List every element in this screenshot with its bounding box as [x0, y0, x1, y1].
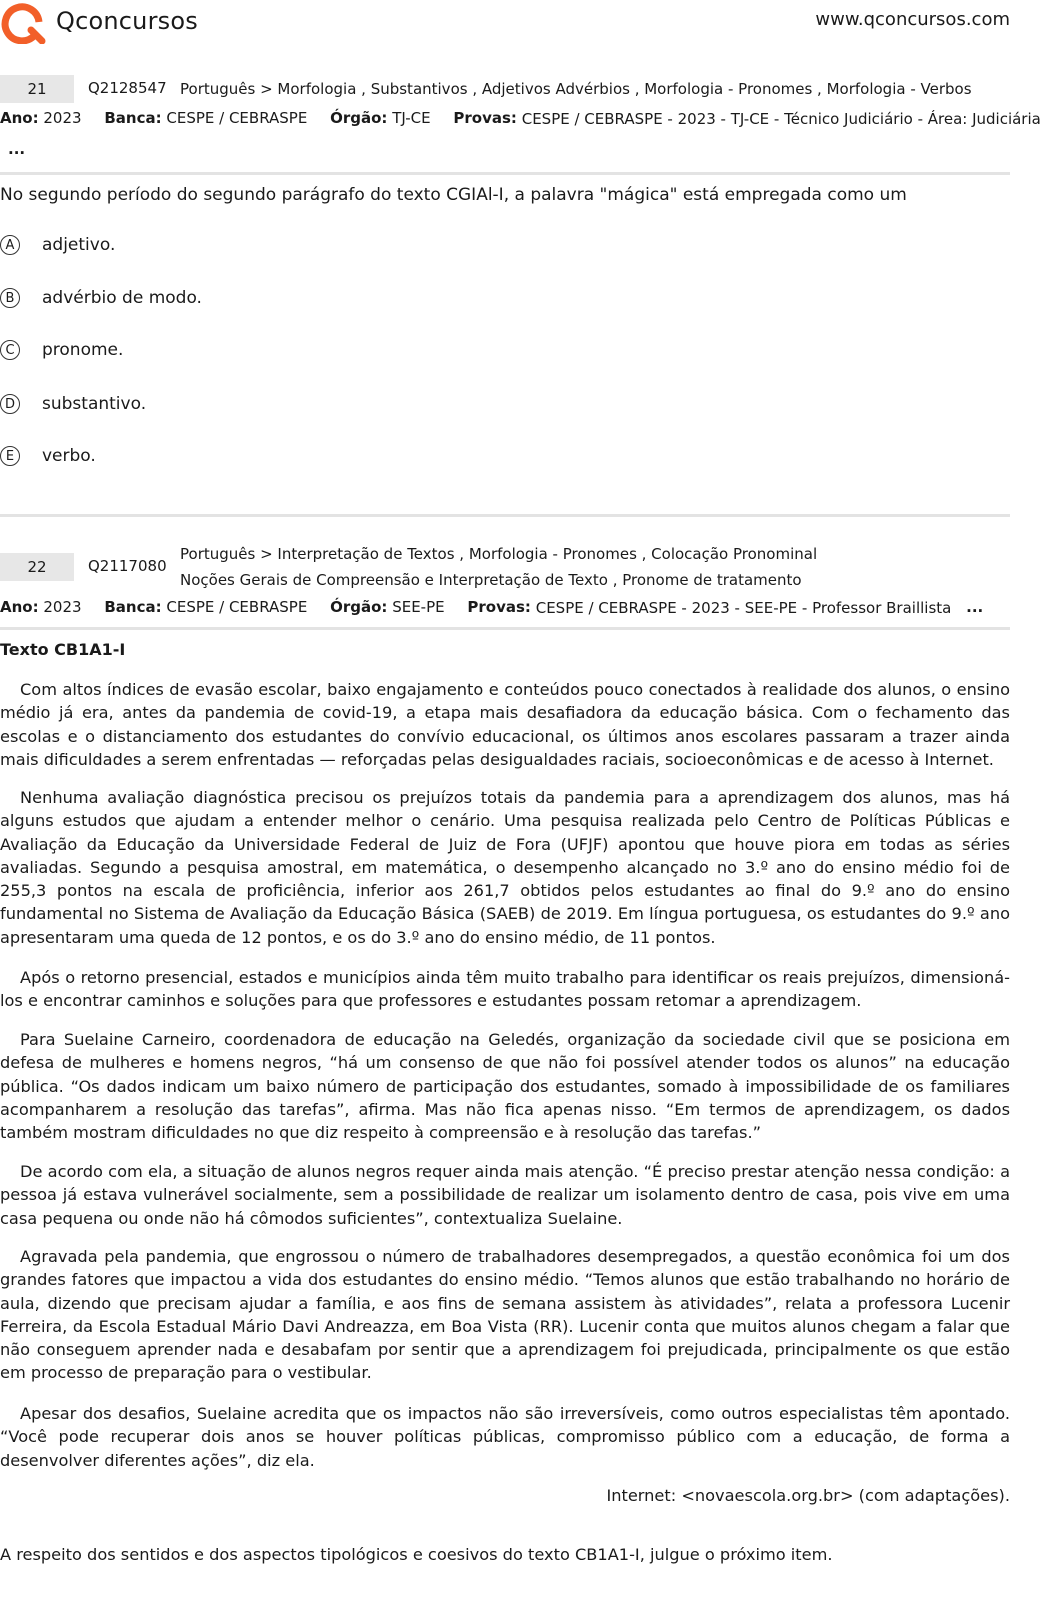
qconcursos-logo-icon	[0, 0, 46, 44]
orgao-label: Órgão:	[330, 598, 388, 616]
option-text[interactable]: verbo.	[42, 446, 96, 466]
orgao-value[interactable]: SEE-PE	[392, 598, 445, 616]
text-paragraph: Apesar dos desafios, Suelaine acredita que os impactos não são irreversíveis, como outros especialistas têm apontado. “Você pode recuperar dois anos se houver políticas públicas, compromisso público com a educação, de forma a desenvolver diferentes ações”, diz ela.	[0, 1404, 1010, 1470]
text-paragraph: Com altos índices de evasão escolar, baixo engajamento e conteúdos pouco conectados à realidade dos alunos, o ensino médio já era, antes da pandemia de covid-19, a etapa mais desafiadora da educação básica. Com o fechamento das escolas e o distanciamento dos estudantes do convívio educacional, os últimos anos escolares passaram a trazer ainda mais dificuldades a serem enfrentadas — reforçadas pelas desigualdades raciais, socioeconômicas e de acesso à Internet.	[0, 680, 1010, 769]
text-paragraph: Para Suelaine Carneiro, coordenadora de educação na Geledés, organização da sociedade civil que se posiciona em defesa de mulheres e homens negros, “há um consenso de que não foi possível atender todos os alunos” na educação pública. “Os dados indicam um baixo número de participação dos estudantes, somado à impossibilidade de os familiares acompanharem a resolução das tarefas”, afirma. Mas não fica apenas nisso. “Em termos de aprendizagem, os dados também mostram dificuldades no que diz respeito à compreensão e à resolução das tarefas.”	[0, 1030, 1010, 1143]
question-id[interactable]: Q2128547	[88, 79, 167, 97]
option-text[interactable]: adjetivo.	[42, 235, 116, 255]
provas-value[interactable]: CESPE / CEBRASPE - 2023 - SEE-PE - Professor Braillista	[535, 599, 952, 617]
option-e[interactable]	[0, 443, 96, 469]
ano-value[interactable]: 2023	[43, 598, 82, 616]
divider	[0, 627, 1010, 630]
divider	[0, 172, 1010, 175]
text-source: Internet: <novaescola.org.br> (com adaptações).	[606, 1486, 1010, 1505]
option-letter-e[interactable]: E	[0, 446, 20, 466]
option-a[interactable]	[0, 232, 115, 258]
banca-label: Banca:	[104, 109, 162, 127]
question-subjects-line2[interactable]: Noções Gerais de Compreensão e Interpretação de Texto , Pronome de tratamento	[180, 571, 802, 589]
orgao-value[interactable]: TJ-CE	[392, 109, 431, 127]
question-number-badge: 22	[0, 553, 74, 581]
provas-value[interactable]: CESPE / CEBRASPE - 2023 - TJ-CE - Técnico Judiciário - Área: Judiciária	[521, 110, 1041, 128]
question-meta	[0, 109, 1041, 127]
question-subjects[interactable]: Português > Morfologia , Substantivos , Adjetivos Advérbios , Morfologia - Pronomes , Morfologia - Verbos	[180, 80, 972, 98]
text-paragraph: Nenhuma avaliação diagnóstica precisou os prejuízos totais da pandemia para a aprendizagem dos alunos, mas há alguns estudos que ajudam a entender melhor o cenário. Uma pesquisa realizada pelo Centro de Políticas Públicas e Avaliação da Educação da Universidade Federal de Juiz de Fora (UFJF) apontou que houve piora em todas as séries avaliadas. Segundo a pesquisa amostral, em matemática, o desempenho alcançado no 3.º ano do ensino médio foi de 255,3 pontos na escala de proficiência, inferior aos 261,7 obtidos pelos estudantes ao final do 9.º ano do ensino fundamental no Sistema de Avaliação da Educação Básica (SAEB) de 2019. Em língua portuguesa, os estudantes do 9.º ano apresentaram uma queda de 12 pontos, e os do 3.º ano do ensino médio, de 11 pontos.	[0, 788, 1010, 947]
text-paragraph: De acordo com ela, a situação de alunos negros requer ainda mais atenção. “É preciso prestar atenção nessa condição: a pessoa já estava vulnerável socialmente, sem a possibilidade de realizar um isolamento dentro de casa, pois vive em uma casa pequena ou onde não há cômodos suficientes”, contextualiza Suelaine.	[0, 1162, 1010, 1228]
orgao-label: Órgão:	[330, 109, 388, 127]
text-paragraph: Após o retorno presencial, estados e municípios ainda têm muito trabalho para identificar os reais prejuízos, dimensioná-los e encontrar caminhos e soluções para que professores e estudantes possam retomar a aprendizagem.	[0, 968, 1010, 1011]
text-title: Texto CB1A1-I	[0, 640, 126, 659]
banca-value[interactable]: CESPE / CEBRASPE	[166, 109, 308, 127]
question-stem: No segundo período do segundo parágrafo do texto CGIAl-I, a palavra "mágica" está empregada como um	[0, 185, 907, 205]
option-letter-b[interactable]: B	[0, 288, 20, 308]
text-paragraph: Agravada pela pandemia, que engrossou o número de trabalhadores desempregados, a questão econômica foi um dos grandes fatores que impactou a vida dos estudantes do ensino médio. “Temos alunos que estão trabalhando no horário de aula, dizendo que precisam ajudar a família, e aos fins de semana assistem às atividades”, relata a professora Lucenir Ferreira, da Escola Estadual Mário Davi Andreazza, em Boa Vista (RR). Lucenir conta que muitos alunos chegam a falar que não conseguem aprender nada e desabafam por sentir que a aprendizagem foi prejudicada, principalmente os que estão em processo de preparação para o vestibular.	[0, 1247, 1010, 1383]
option-letter-d[interactable]: D	[0, 394, 20, 414]
more-info-button[interactable]: ...	[8, 140, 26, 158]
question-subjects-line1[interactable]: Português > Interpretação de Textos , Morfologia - Pronomes , Colocação Pronominal	[180, 545, 818, 563]
question-id[interactable]: Q2117080	[88, 557, 167, 575]
option-letter-c[interactable]: C	[0, 340, 20, 360]
provas-label: Provas:	[453, 109, 517, 127]
site-url[interactable]: www.qconcursos.com	[815, 9, 1010, 30]
more-info-button[interactable]: ...	[966, 598, 984, 616]
question-meta	[0, 598, 983, 616]
option-text[interactable]: advérbio de modo.	[42, 288, 202, 308]
ano-label: Ano:	[0, 109, 39, 127]
ano-label: Ano:	[0, 598, 39, 616]
divider	[0, 514, 1010, 517]
banca-value[interactable]: CESPE / CEBRASPE	[166, 598, 308, 616]
brand-name[interactable]: Qconcursos	[56, 7, 198, 35]
option-letter-a[interactable]: A	[0, 235, 20, 255]
question-prompt: A respeito dos sentidos e dos aspectos tipológicos e coesivos do texto CB1A1-I, julgue o próximo item.	[0, 1545, 833, 1564]
option-text[interactable]: substantivo.	[42, 394, 147, 414]
option-b[interactable]	[0, 285, 202, 311]
question-number-badge: 21	[0, 75, 74, 103]
option-text[interactable]: pronome.	[42, 340, 124, 360]
banca-label: Banca:	[104, 598, 162, 616]
provas-label: Provas:	[467, 598, 531, 616]
option-c[interactable]	[0, 337, 123, 363]
option-d[interactable]	[0, 391, 146, 417]
ano-value[interactable]: 2023	[43, 109, 82, 127]
